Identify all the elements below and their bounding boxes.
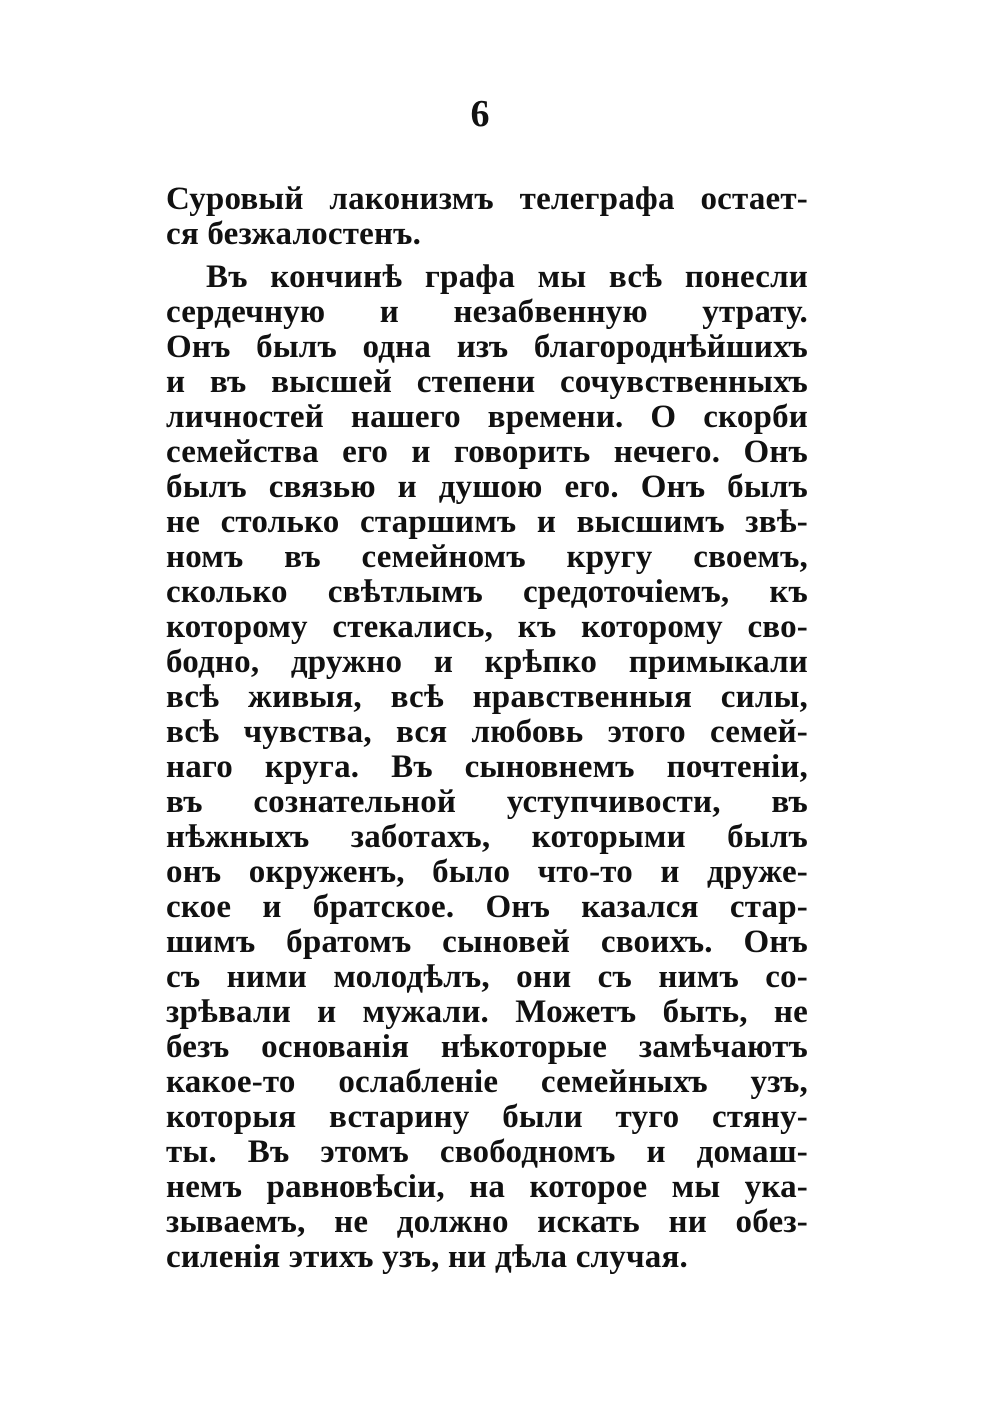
page-number: 6 [470, 93, 490, 135]
text-line: бодно, дружно и крѣпко примыкали [166, 644, 808, 680]
text-line: немъ равновѣсіи, на которое мы ука- [166, 1169, 808, 1205]
text-line: какое-то ослабленіе семейныхъ узъ, [166, 1064, 808, 1100]
text-line: которому стекались, къ которому сво- [166, 609, 808, 645]
text-line: не столько старшимъ и высшимъ звѣ- [166, 504, 808, 540]
text-line: сердечную и незабвенную утрату. [166, 294, 808, 330]
text-line: номъ въ семейномъ кругу своемъ, [166, 539, 808, 575]
paragraph-2 [166, 260, 808, 1275]
text-line: всѣ живыя, всѣ нравственныя силы, [166, 679, 808, 715]
text-line: всѣ чувства, вся любовь этого семей- [166, 714, 808, 750]
text-line: шимъ братомъ сыновей своихъ. Онъ [166, 924, 808, 960]
text-line: безъ основанія нѣкоторые замѣчаютъ [166, 1029, 808, 1065]
text-line: семейства его и говорить нечего. Онъ [166, 434, 808, 470]
text-line: сколько свѣтлымъ средоточіемъ, къ [166, 574, 808, 610]
text-line: ское и братское. Онъ казался стар- [166, 889, 808, 925]
paragraph-1 [166, 182, 808, 252]
text-line: Въ кончинѣ графа мы всѣ понесли [206, 259, 808, 295]
text-line: которыя встарину были туго стяну- [166, 1099, 808, 1135]
text-line: зываемъ, не должно искать ни обез- [166, 1204, 808, 1240]
text-line: нѣжныхъ заботахъ, которыми былъ [166, 819, 808, 855]
text-line: личностей нашего времени. О скорби [166, 399, 808, 435]
text-line: Онъ былъ одна изъ благороднѣйшихъ [166, 329, 808, 365]
text-line: Суровый лаконизмъ телеграфа остает- [166, 181, 808, 217]
text-line: ты. Въ этомъ свободномъ и домаш- [166, 1134, 808, 1170]
text-line: ся безжалостенъ. [166, 216, 422, 252]
body-text [166, 182, 808, 1275]
text-line: въ сознательной уступчивости, въ [166, 784, 808, 820]
text-line: былъ связью и душою его. Онъ былъ [166, 469, 808, 505]
text-line: и въ высшей степени сочувственныхъ [166, 364, 808, 400]
text-line: зрѣвали и мужали. Можетъ быть, не [166, 994, 808, 1030]
text-line: наго круга. Въ сыновнемъ почтеніи, [166, 749, 808, 785]
text-line: силенія этихъ узъ, ни дѣла случая. [166, 1239, 688, 1275]
text-line: онъ окруженъ, было что-то и друже- [166, 854, 808, 890]
text-line: съ ними молодѣлъ, они съ нимъ со- [166, 959, 808, 995]
